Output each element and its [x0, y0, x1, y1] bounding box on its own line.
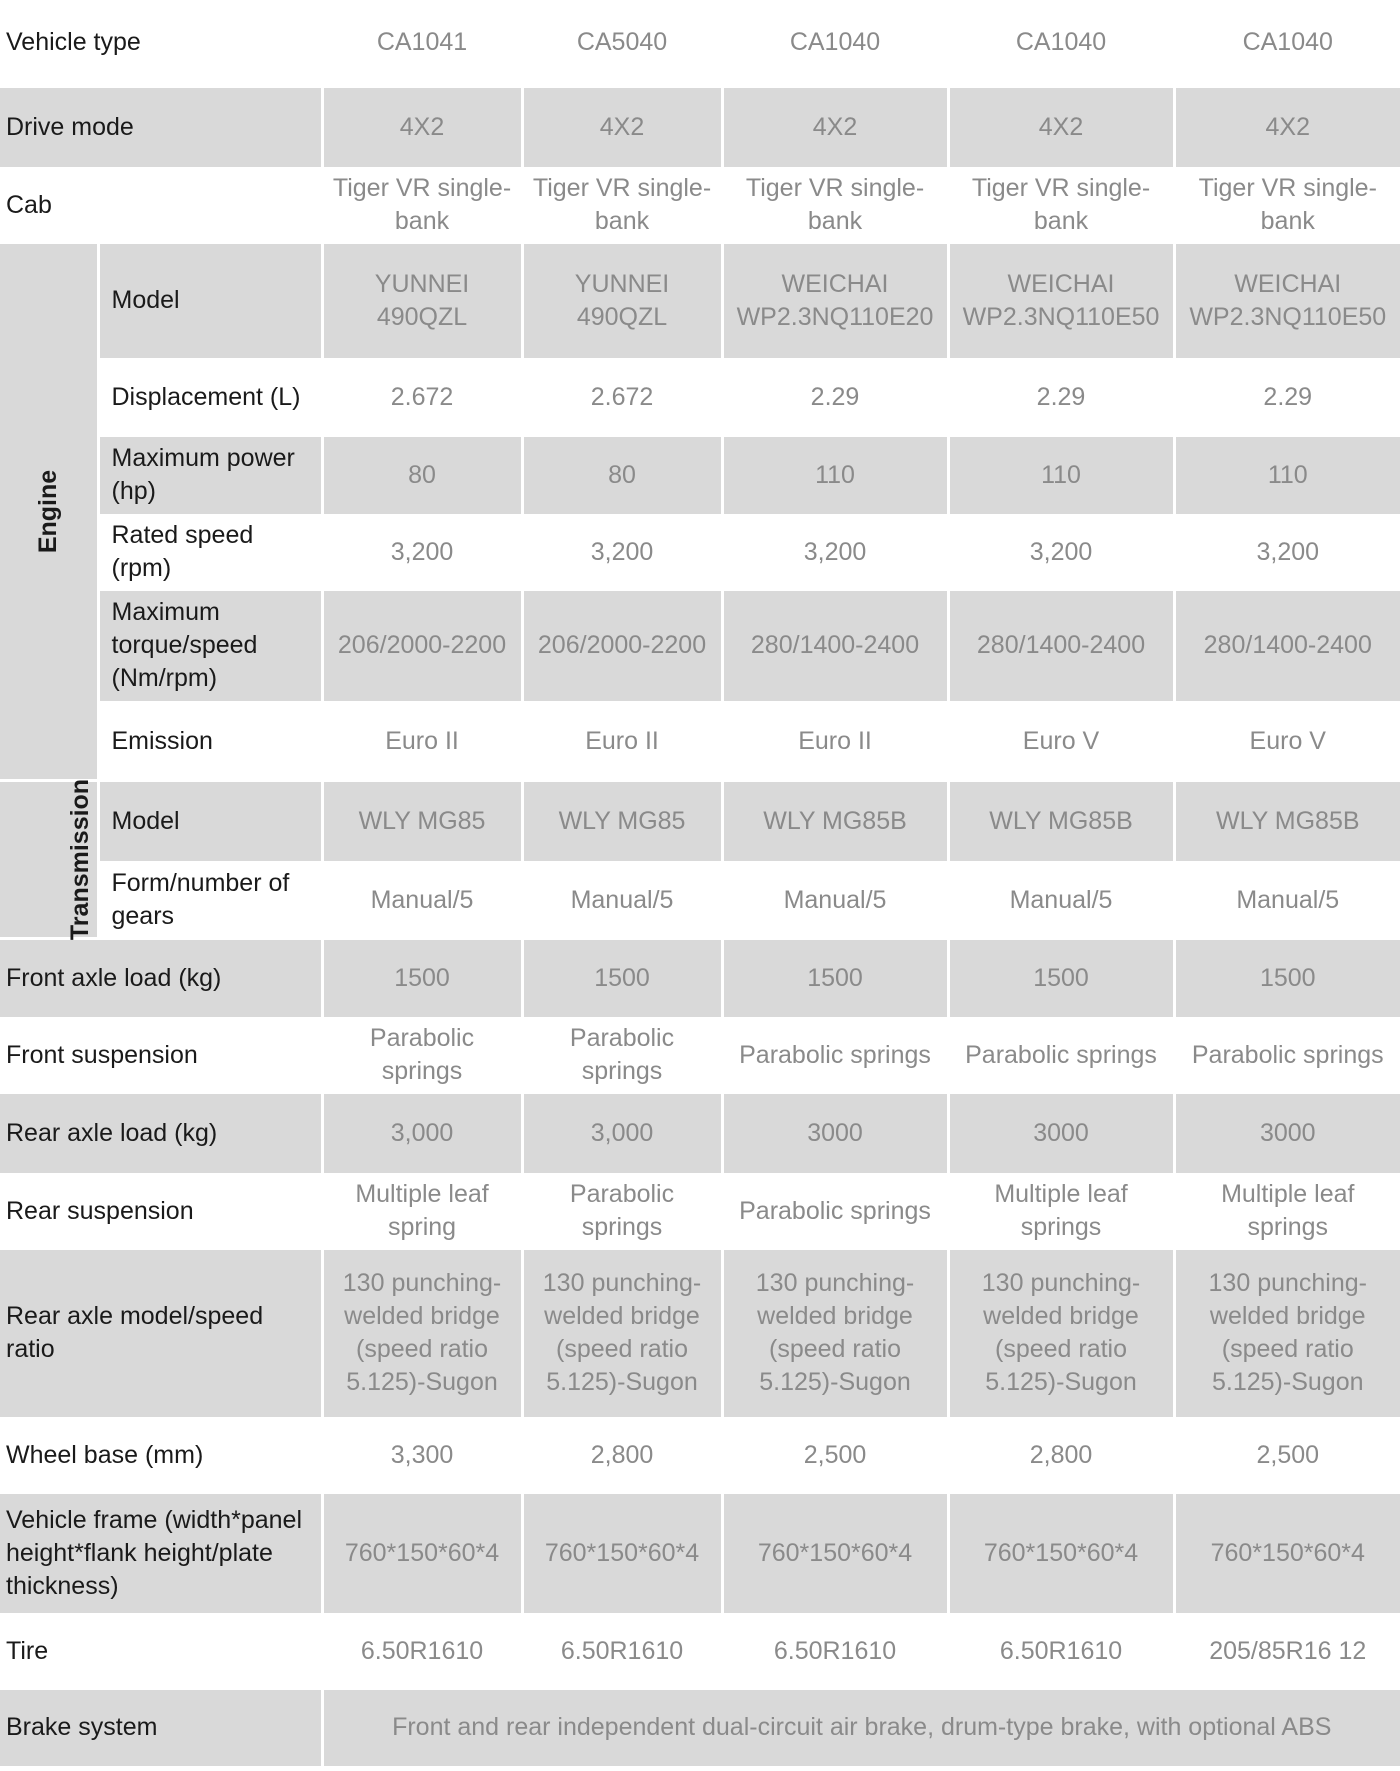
cell: CA1040 [722, 0, 948, 86]
row-tire [0, 1614, 1400, 1688]
row-transmission-model [0, 780, 1400, 862]
cell: 110 [948, 435, 1174, 515]
cell: CA1041 [322, 0, 522, 86]
cell: Multiple leaf springs [1174, 1174, 1400, 1248]
cell: 3,200 [1174, 515, 1400, 589]
cell: Multiple leaf spring [322, 1174, 522, 1248]
cell: WLY MG85B [1174, 780, 1400, 862]
cell: 2,500 [1174, 1418, 1400, 1492]
cell: 110 [722, 435, 948, 515]
cell: Tiger VR single-bank [1174, 168, 1400, 242]
cell: 1500 [1174, 938, 1400, 1018]
row-label: Cab [0, 168, 322, 242]
row-front-suspension [0, 1018, 1400, 1092]
row-form-gears [0, 862, 1400, 938]
cell: Multiple leaf springs [948, 1174, 1174, 1248]
cell: 280/1400-2400 [948, 589, 1174, 702]
cell: Parabolic springs [948, 1018, 1174, 1092]
cell: 130 punching-welded bridge (speed ratio 5.125)-Sugon [522, 1248, 722, 1418]
row-engine-model [0, 242, 1400, 359]
cell: YUNNEI 490QZL [522, 242, 722, 359]
cell: 130 punching-welded bridge (speed ratio 5.125)-Sugon [948, 1248, 1174, 1418]
cell: 1500 [522, 938, 722, 1018]
cell: Parabolic springs [722, 1018, 948, 1092]
cell: 206/2000-2200 [322, 589, 522, 702]
cell: CA5040 [522, 0, 722, 86]
engine-group-label: Engine [0, 242, 98, 780]
row-wheel-base [0, 1418, 1400, 1492]
cell: 1500 [322, 938, 522, 1018]
cell: 6.50R1610 [948, 1614, 1174, 1688]
row-label: Wheel base (mm) [0, 1418, 322, 1492]
cell: 6.50R1610 [322, 1614, 522, 1688]
cell: 2.672 [522, 359, 722, 435]
cell: 2.672 [322, 359, 522, 435]
row-label: Front suspension [0, 1018, 322, 1092]
cell: CA1040 [1174, 0, 1400, 86]
row-rear-axle-load [0, 1092, 1400, 1174]
row-displacement [0, 359, 1400, 435]
row-brake-system [0, 1688, 1400, 1766]
cell: Parabolic springs [722, 1174, 948, 1248]
cell: WEICHAI WP2.3NQ110E20 [722, 242, 948, 359]
cell: Parabolic springs [1174, 1018, 1400, 1092]
cell: 3,200 [322, 515, 522, 589]
cell: Euro II [322, 702, 522, 780]
cell: Parabolic springs [322, 1018, 522, 1092]
cell: 760*150*60*4 [1174, 1492, 1400, 1614]
cell: WLY MG85B [948, 780, 1174, 862]
cell: 760*150*60*4 [322, 1492, 522, 1614]
cell: WEICHAI WP2.3NQ110E50 [1174, 242, 1400, 359]
cell: 205/85R16 12 [1174, 1614, 1400, 1688]
cell: WLY MG85B [722, 780, 948, 862]
cell: 2,500 [722, 1418, 948, 1492]
row-label: Maximum torque/speed (Nm/rpm) [98, 589, 322, 702]
cell: Tiger VR single-bank [522, 168, 722, 242]
cell: 2,800 [522, 1418, 722, 1492]
cell: Euro II [522, 702, 722, 780]
cell: 6.50R1610 [522, 1614, 722, 1688]
transmission-group-label: Transmission [0, 780, 98, 938]
cell: 80 [322, 435, 522, 515]
cell: 3,000 [522, 1092, 722, 1174]
row-drive-mode [0, 86, 1400, 168]
cell: Front and rear independent dual-circuit air brake, drum-type brake, with optional ABS [322, 1688, 1400, 1766]
row-rear-axle-model [0, 1248, 1400, 1418]
cell: 3,000 [322, 1092, 522, 1174]
cell: 3000 [948, 1092, 1174, 1174]
row-max-torque [0, 589, 1400, 702]
cell: 760*150*60*4 [948, 1492, 1174, 1614]
cell: 4X2 [1174, 86, 1400, 168]
cell: 4X2 [322, 86, 522, 168]
cell: 4X2 [722, 86, 948, 168]
cell: 3,300 [322, 1418, 522, 1492]
cell: YUNNEI 490QZL [322, 242, 522, 359]
cell: CA1040 [948, 0, 1174, 86]
row-label: Maximum power (hp) [98, 435, 322, 515]
cell: Euro V [1174, 702, 1400, 780]
cell: 2.29 [1174, 359, 1400, 435]
row-label: Rear axle load (kg) [0, 1092, 322, 1174]
cell: Tiger VR single-bank [948, 168, 1174, 242]
cell: Tiger VR single-bank [322, 168, 522, 242]
cell: 760*150*60*4 [722, 1492, 948, 1614]
cell: 2.29 [722, 359, 948, 435]
row-label: Vehicle frame (width*panel height*flank height/plate thickness) [0, 1492, 322, 1614]
cell: 280/1400-2400 [722, 589, 948, 702]
row-label: Rated speed (rpm) [98, 515, 322, 589]
cell: Manual/5 [322, 862, 522, 938]
cell: Manual/5 [948, 862, 1174, 938]
cell: 1500 [722, 938, 948, 1018]
cell: 2,800 [948, 1418, 1174, 1492]
cell: Parabolic springs [522, 1174, 722, 1248]
cell: Parabolic springs [522, 1018, 722, 1092]
row-label: Model [98, 242, 322, 359]
cell: 80 [522, 435, 722, 515]
row-label: Brake system [0, 1688, 322, 1766]
cell: 2.29 [948, 359, 1174, 435]
cell: 3,200 [522, 515, 722, 589]
row-label: Tire [0, 1614, 322, 1688]
cell: WLY MG85 [322, 780, 522, 862]
row-label: Drive mode [0, 86, 322, 168]
cell: 3,200 [948, 515, 1174, 589]
cell: 280/1400-2400 [1174, 589, 1400, 702]
cell: Manual/5 [722, 862, 948, 938]
cell: WEICHAI WP2.3NQ110E50 [948, 242, 1174, 359]
row-rated-speed [0, 515, 1400, 589]
cell: 760*150*60*4 [522, 1492, 722, 1614]
row-label: Form/number of gears [98, 862, 322, 938]
cell: 206/2000-2200 [522, 589, 722, 702]
cell: 3000 [1174, 1092, 1400, 1174]
cell: 6.50R1610 [722, 1614, 948, 1688]
cell: 4X2 [948, 86, 1174, 168]
cell: 3,200 [722, 515, 948, 589]
row-rear-suspension [0, 1174, 1400, 1248]
cell: 130 punching-welded bridge (speed ratio 5.125)-Sugon [322, 1248, 522, 1418]
cell: 130 punching-welded bridge (speed ratio 5.125)-Sugon [1174, 1248, 1400, 1418]
cell: Euro V [948, 702, 1174, 780]
row-label: Front axle load (kg) [0, 938, 322, 1018]
row-label: Model [98, 780, 322, 862]
row-label: Vehicle type [0, 0, 322, 86]
cell: 1500 [948, 938, 1174, 1018]
row-vehicle-type [0, 0, 1400, 86]
row-vehicle-frame [0, 1492, 1400, 1614]
cell: 3000 [722, 1092, 948, 1174]
row-label: Rear suspension [0, 1174, 322, 1248]
cell: Euro II [722, 702, 948, 780]
row-label: Rear axle model/speed ratio [0, 1248, 322, 1418]
cell: 4X2 [522, 86, 722, 168]
cell: Manual/5 [1174, 862, 1400, 938]
row-front-axle-load [0, 938, 1400, 1018]
row-emission [0, 702, 1400, 780]
cell: Manual/5 [522, 862, 722, 938]
row-label: Emission [98, 702, 322, 780]
row-max-power [0, 435, 1400, 515]
row-cab [0, 168, 1400, 242]
cell: 110 [1174, 435, 1400, 515]
cell: WLY MG85 [522, 780, 722, 862]
cell: Tiger VR single-bank [722, 168, 948, 242]
cell: 130 punching-welded bridge (speed ratio 5.125)-Sugon [722, 1248, 948, 1418]
row-label: Displacement (L) [98, 359, 322, 435]
